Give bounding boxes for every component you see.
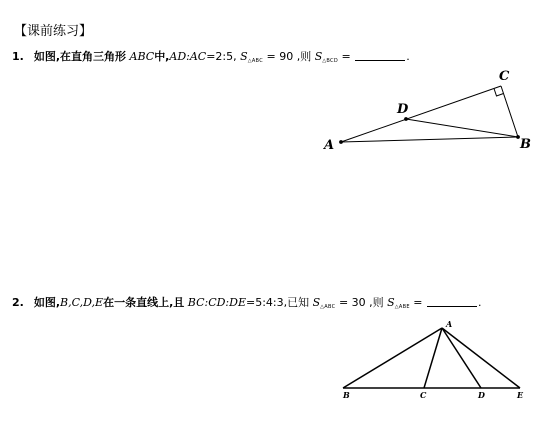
problem-2-eq: = [409,296,426,309]
problem-1-ratio-lhs: AD:AC [169,50,207,63]
point-a [340,141,343,144]
problem-2-mid: 在一条直线上,且 [103,296,185,309]
problem-2-target-s: S [387,296,395,309]
problem-1-mid: 中, [154,50,170,63]
point-d [405,118,408,121]
label-a-1: A [324,138,335,153]
problem-1-eq: = [337,50,355,63]
problem-1-ratio-rhs: =2:5, [206,50,237,63]
figure-1 [340,86,520,143]
segment-ac [341,86,501,142]
problem-1-area-val: = 90 ,则 [263,50,315,63]
problem-1-target-sub: △BCD [322,58,338,64]
problem-2-end: . [478,296,482,309]
problem-2-target-sub: △ABE [394,304,410,310]
problem-1-triangle: ABC [129,50,155,63]
section-title: 【课前练习】 [14,24,93,39]
problem-1-area-s: S [240,50,248,63]
problem-2-intro: 如图, [33,296,61,309]
problem-2-area-s: S [312,296,321,309]
problem-1-number: 1. [12,50,24,63]
problem-2-area-sub: △ABC [320,304,336,310]
problem-2-points: B,C,D,E [60,296,104,309]
problem-2-area-val: = 30 ,则 [335,296,388,309]
segment-db [406,119,518,137]
segment-ab [341,137,518,142]
problem-1-intro: 如图,在直角三角形 [33,50,127,63]
label-a-2: A [446,319,453,329]
problem-1-area-sub: △ABC [247,58,263,64]
figure-2 [343,328,520,388]
problem-2-ratio-lhs: BC:CD:DE [187,296,246,309]
label-d-1: D [397,102,409,117]
problem-1-end: . [406,50,410,63]
label-b-1: B [520,137,531,152]
label-c-1: C [499,69,510,84]
label-d-2: D [478,390,485,400]
point-b [517,136,520,139]
label-c-2: C [420,390,427,400]
problem-2-number: 2. [12,296,24,309]
problem-1-target-s: S [314,50,323,63]
label-e-2: E [517,390,524,400]
label-b-2: B [343,390,350,400]
segment-ae [442,328,520,388]
segment-ad [442,328,481,388]
problem-2-ratio-rhs: =5:4:3,已知 [245,296,313,309]
